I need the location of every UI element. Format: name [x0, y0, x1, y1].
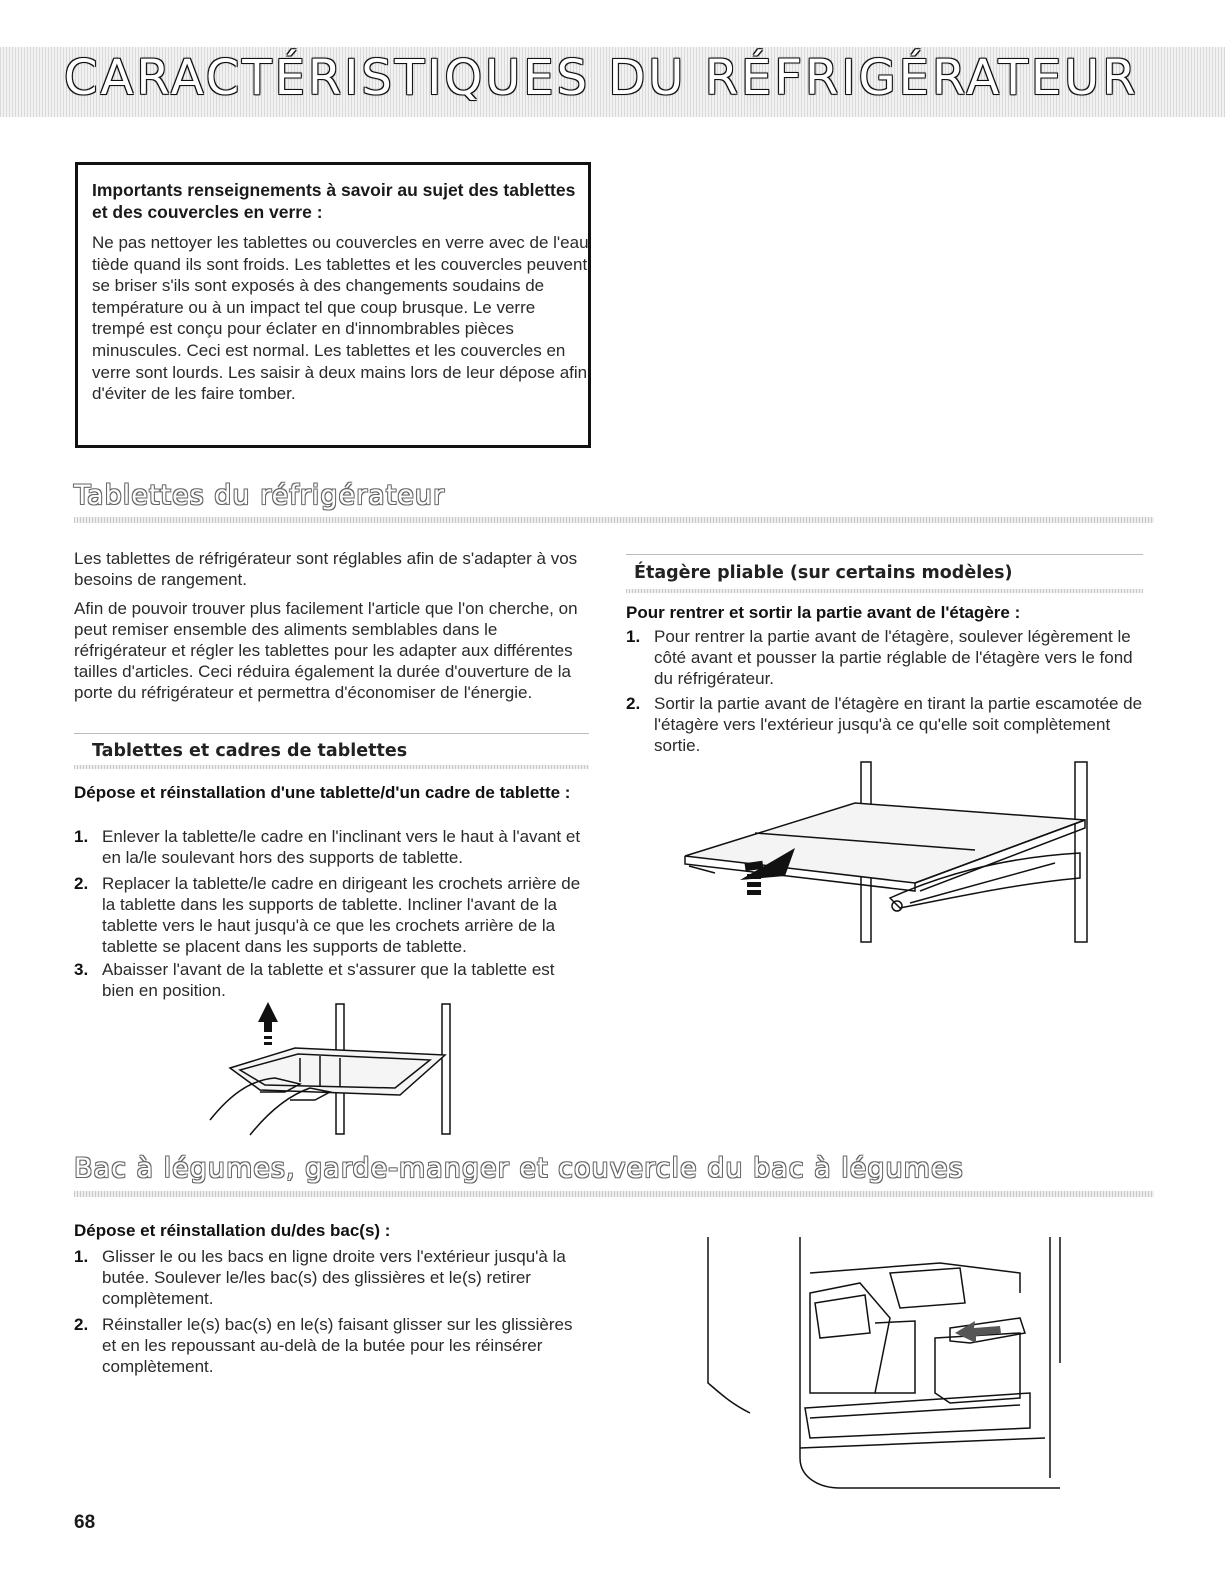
section-rule	[74, 517, 1154, 523]
step-number: 2.	[74, 1315, 89, 1334]
bins-step-2	[74, 1314, 589, 1378]
step-text: Glisser le ou les bacs en ligne droite vers l'extérieur jusqu'à la butée. Soulever le/les bac(s) des glissières et le(s) retirer complètement.	[102, 1247, 566, 1308]
section-title-shelves: Tablettes du réfrigérateur	[74, 480, 446, 511]
glass-shelf-notice	[75, 162, 591, 448]
shelves-para-2: Afin de pouvoir trouver plus facilement l'article que l'on cherche, on peut remiser ensemble des aliments semblables dans le réfrigérateur et régler les tablettes pour les adapter aux différentes tailles d'articles. Ceci réduira également la durée d'ouverture de la porte du réfrigérateur et permettra d'économiser de l'énergie.	[74, 599, 578, 702]
section-title-bins: Bac à légumes, garde-manger et couvercle du bac à légumes	[74, 1153, 964, 1184]
notice-heading: Importants renseignements à savoir au sujet des tablettes et des couvercles en verre :	[92, 180, 576, 222]
frames-heading: Dépose et réinstallation d'une tablette/d'un cadre de tablette :	[74, 783, 571, 802]
subsection-title-folding: Étagère pliable (sur certains modèles)	[634, 563, 1013, 583]
step-number: 3.	[74, 960, 89, 979]
step-text: Abaisser l'avant de la tablette et s'assurer que la tablette est bien en position.	[102, 960, 555, 1000]
subsection-rule-top	[74, 733, 589, 734]
subsection-title-frames: Tablettes et cadres de tablettes	[92, 741, 408, 761]
step-number: 1.	[626, 627, 641, 646]
step-text: Sortir la partie avant de l'étagère en tirant la partie escamotée de l'étagère vers l'extérieur jusqu'à ce qu'elle soit complètement sortie.	[654, 694, 1143, 755]
folding-step-1	[626, 626, 1146, 690]
step-number: 2.	[626, 694, 641, 713]
frames-step-2	[74, 873, 589, 957]
step-text: Réinstaller le(s) bac(s) en le(s) faisant glisser sur les glissières et en les repoussant au-delà de la butée pour les réinsérer complètement.	[102, 1315, 573, 1376]
bins-step-1	[74, 1246, 589, 1310]
folding-heading: Pour rentrer et sortir la partie avant de l'étagère :	[626, 603, 1021, 622]
notice-body: Ne pas nettoyer les tablettes ou couvercles en verre avec de l'eau tiède quand ils sont froids. Les tablettes et les couvercles peuvent se briser s'ils sont exposés à des changements soudains de température ou à un impact tel que coup brusque. Le verre trempé est conçu pour éclater en d'innombrables pièces minuscules. Ceci est normal. Les tablettes et les couvercles en verre sont lourds. Les saisir à deux mains lors de leur dépose afin d'éviter de les faire tomber.	[92, 233, 589, 404]
shelf-removal-illustration	[190, 1000, 480, 1140]
bins-heading: Dépose et réinstallation du/des bac(s) :	[74, 1221, 391, 1240]
step-text: Enlever la tablette/le cadre en l'inclinant vers le haut à l'avant et en la/le soulevant hors des supports de tablette.	[102, 827, 581, 867]
subsection-rule-top	[626, 554, 1143, 555]
folding-shelf-illustration	[675, 758, 1105, 948]
subsection-rule	[626, 589, 1143, 593]
page-number: 68	[74, 1512, 96, 1533]
frames-step-3	[74, 959, 589, 1003]
frames-step-1	[74, 826, 589, 870]
subsection-rule	[74, 765, 589, 769]
step-text: Replacer la tablette/le cadre en dirigeant les crochets arrière de la tablette dans les supports de tablette. Incliner l'avant de la tablette vers le haut jusqu'à ce que les crochets arrière de la tablette se placent dans les supports de tablette.	[102, 874, 581, 956]
page-title: CARACTÉRISTIQUES DU RÉFRIGÉRATEUR	[64, 50, 1139, 106]
step-number: 1.	[74, 1247, 89, 1266]
shelves-intro	[74, 548, 589, 703]
folding-step-2	[626, 693, 1146, 757]
step-number: 2.	[74, 874, 89, 893]
step-number: 1.	[74, 827, 89, 846]
step-text: Pour rentrer la partie avant de l'étagère, soulever légèrement le côté avant et pousser la partie réglable de l'étagère vers le fond du réfrigérateur.	[654, 627, 1133, 688]
shelves-para-1: Les tablettes de réfrigérateur sont réglables afin de s'adapter à vos besoins de rangement.	[74, 549, 578, 589]
crisper-bins-illustration	[700, 1233, 1070, 1493]
section-rule	[74, 1191, 1154, 1197]
